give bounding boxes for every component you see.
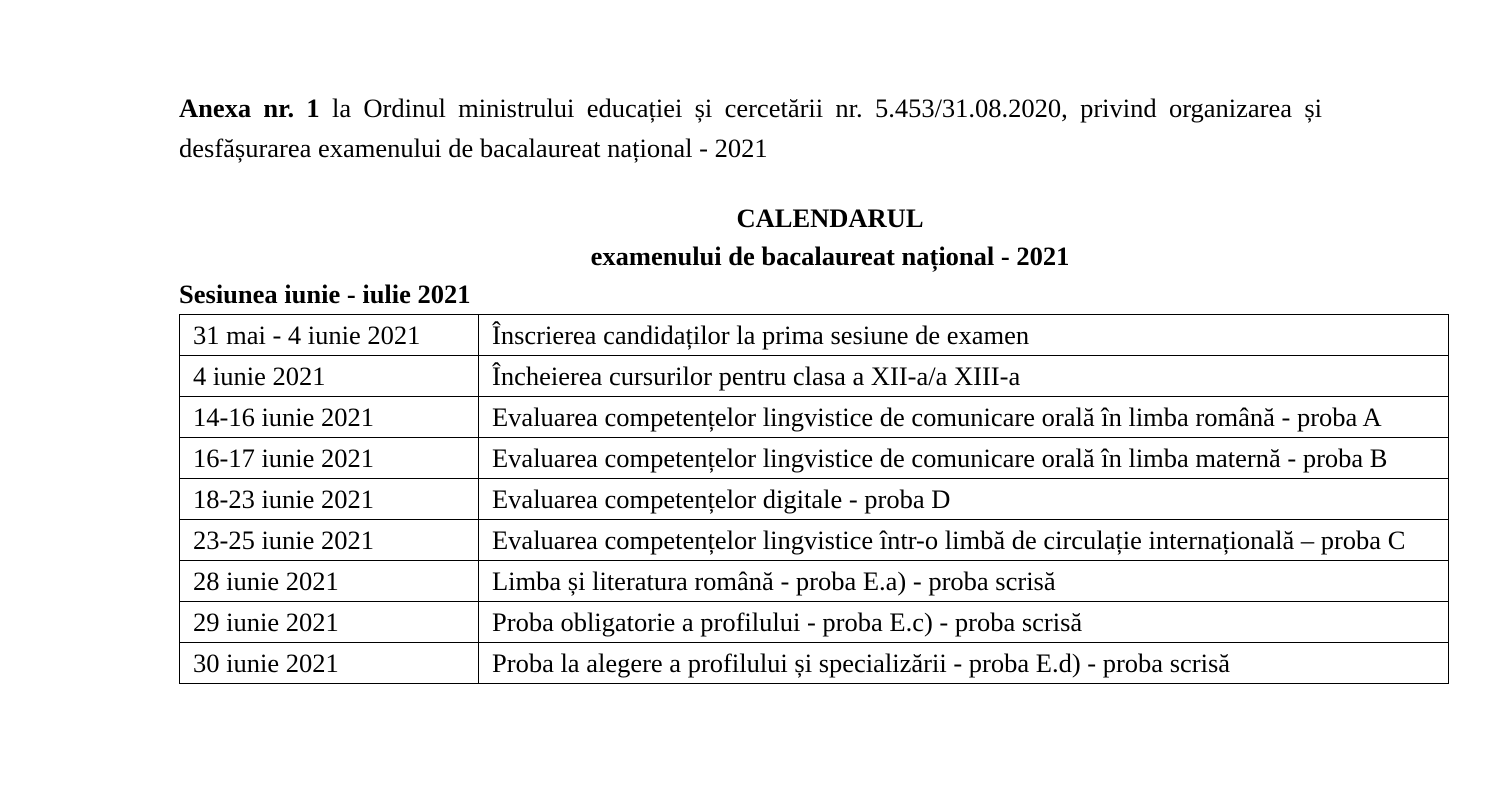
table-row xyxy=(180,438,1449,479)
date-cell: 23-25 iunie 2021 xyxy=(180,520,479,561)
event-cell: Proba obligatorie a profilului - proba E.c) - proba scrisă xyxy=(479,602,1449,643)
table-row xyxy=(180,602,1449,643)
schedule-table xyxy=(179,314,1449,684)
event-cell: Încheierea cursurilor pentru clasa a XII-a/a XIII-a xyxy=(479,356,1449,397)
event-cell: Evaluarea competențelor lingvistice într-o limbă de circulație internațională – proba C xyxy=(479,520,1449,561)
table-row xyxy=(180,479,1449,520)
date-cell: 16-17 iunie 2021 xyxy=(180,438,479,479)
event-cell: Evaluarea competențelor lingvistice de comunicare orală în limba română - proba A xyxy=(479,397,1449,438)
event-cell: Evaluarea competențelor digitale - proba D xyxy=(479,479,1449,520)
table-row xyxy=(180,315,1449,356)
date-cell: 31 mai - 4 iunie 2021 xyxy=(180,315,479,356)
table-row xyxy=(180,397,1449,438)
date-cell: 28 iunie 2021 xyxy=(180,561,479,602)
date-cell: 29 iunie 2021 xyxy=(180,602,479,643)
session-heading: Sesiunea iunie - iulie 2021 xyxy=(179,279,471,309)
event-cell: Limba și literatura română - proba E.a) - proba scrisă xyxy=(479,561,1449,602)
table-row xyxy=(180,643,1449,684)
annex-text: la Ordinul ministrului educației și cercetării nr. 5.453/31.08.2020, privind organizarea și desfășurarea examenului de bacalaureat național - 2021 xyxy=(179,93,1322,163)
date-cell: 30 iunie 2021 xyxy=(180,643,479,684)
annex-intro xyxy=(179,88,1322,168)
date-cell: 18-23 iunie 2021 xyxy=(180,479,479,520)
date-cell: 14-16 iunie 2021 xyxy=(180,397,479,438)
annex-label: Anexa nr. 1 xyxy=(179,93,320,123)
calendar-subtitle: examenului de bacalaureat național - 2021 xyxy=(590,241,1070,271)
calendar-title: CALENDARUL xyxy=(736,203,924,233)
event-cell: Proba la alegere a profilului și specializării - proba E.d) - proba scrisă xyxy=(479,643,1449,684)
event-cell: Înscrierea candidaților la prima sesiune de examen xyxy=(479,315,1449,356)
date-cell: 4 iunie 2021 xyxy=(180,356,479,397)
table-row xyxy=(180,561,1449,602)
table-row xyxy=(180,356,1449,397)
table-row xyxy=(180,520,1449,561)
event-cell: Evaluarea competențelor lingvistice de comunicare orală în limba maternă - proba B xyxy=(479,438,1449,479)
